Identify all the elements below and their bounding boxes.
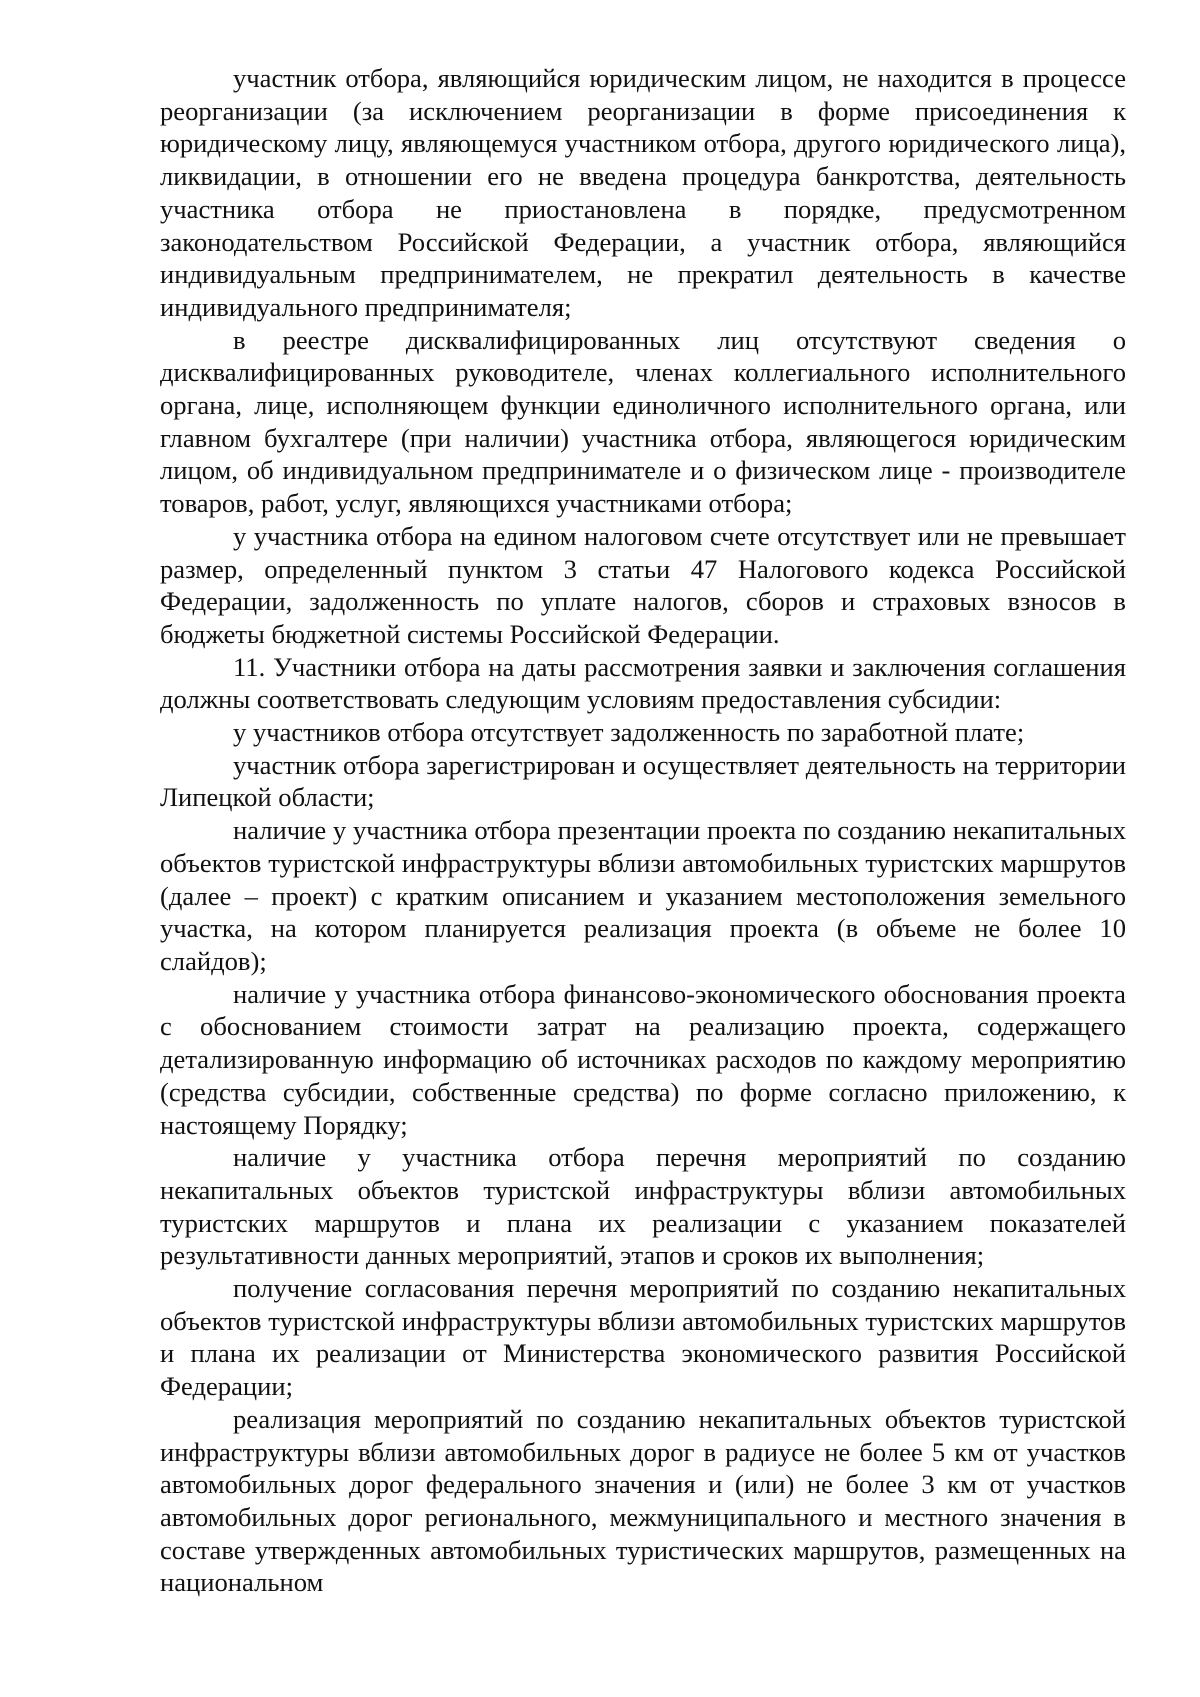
document-page xyxy=(160,62,1126,1599)
paragraph-registration: участник отбора зарегистрирован и осуществляет деятельность на территории Липецкой области; xyxy=(160,749,1126,813)
paragraph-ministry-approval: получение согласования перечня мероприятий по созданию некапитальных объектов туристской инфраструктуры вблизи автомобильных туристских маршрутов и плана их реализации от Министерства экономического развития Российской Федерации; xyxy=(160,1273,1126,1402)
paragraph-activities-list: наличие у участника отбора перечня мероприятий по созданию некапитальных объектов туристской инфраструктуры вблизи автомобильных туристских маршрутов и плана их реализации с указанием показателей результативности данных мероприятий, этапов и сроков их выполнения; xyxy=(160,1142,1126,1271)
paragraph-disqualified-persons: в реестре дисквалифицированных лиц отсутствуют сведения о дисквалифицированных руководителе, членах коллегиального исполнительного органа, лице, исполняющем функции единоличного исполнительного органа, или главном бухгалтере (при наличии) участника отбора, являющегося юридическим лицом, об индивидуальном предпринимателе и о физическом лице - производителе товаров, работ, услуг, являющихся участниками отбора; xyxy=(160,324,1126,519)
paragraph-clause-11: 11. Участники отбора на даты рассмотрения заявки и заключения соглашения должны соответствовать следующим условиям предоставления субсидии: xyxy=(160,651,1126,715)
paragraph-financial-justification: наличие у участника отбора финансово-экономического обоснования проекта с обоснованием стоимости затрат на реализацию проекта, содержащего детализированную информацию об источниках расходов по каждому мероприятию (средства субсидии, собственные средства) по форме согласно приложению, к настоящему Порядку; xyxy=(160,978,1126,1140)
paragraph-implementation-radius: реализация мероприятий по созданию некапитальных объектов туристской инфраструктуры вблизи автомобильных дорог в радиусе не более 5 км от участков автомобильных дорог федерального значения и (или) не более 3 км от участков автомобильных дорог регионального, межмуниципального и местного значения в составе утвержденных автомобильных туристических маршрутов, размещенных на национальном xyxy=(160,1403,1126,1598)
paragraph-tax-debt: у участника отбора на едином налоговом счете отсутствует или не превышает размер, определенный пунктом 3 статьи 47 Налогового кодекса Российской Федерации, задолженность по уплате налогов, сборов и страховых взносов в бюджеты бюджетной системы Российской Федерации. xyxy=(160,520,1126,649)
paragraph-project-presentation: наличие у участника отбора презентации проекта по созданию некапитальных объектов туристской инфраструктуры вблизи автомобильных туристских маршрутов (далее – проект) с кратким описанием и указанием местоположения земельного участка, на котором планируется реализация проекта (в объеме не более 10 слайдов); xyxy=(160,815,1126,976)
paragraph-legal-entity-status: участник отбора, являющийся юридическим лицом, не находится в процессе реорганизации (за исключением реорганизации в форме присоединения к юридическому лицу, являющемуся участником отбора, другого юридического лица), ликвидации, в отношении его не введена процедура банкротства, деятельность участника отбора не приостановлена в порядке, предусмотренном законодательством Российской Федерации, а участник отбора, являющийся индивидуальным предпринимателем, не прекратил деятельность в качестве индивидуального предпринимателя; xyxy=(160,63,1126,322)
paragraph-salary-debt: у участников отбора отсутствует задолженность по заработной плате; xyxy=(233,717,1025,748)
